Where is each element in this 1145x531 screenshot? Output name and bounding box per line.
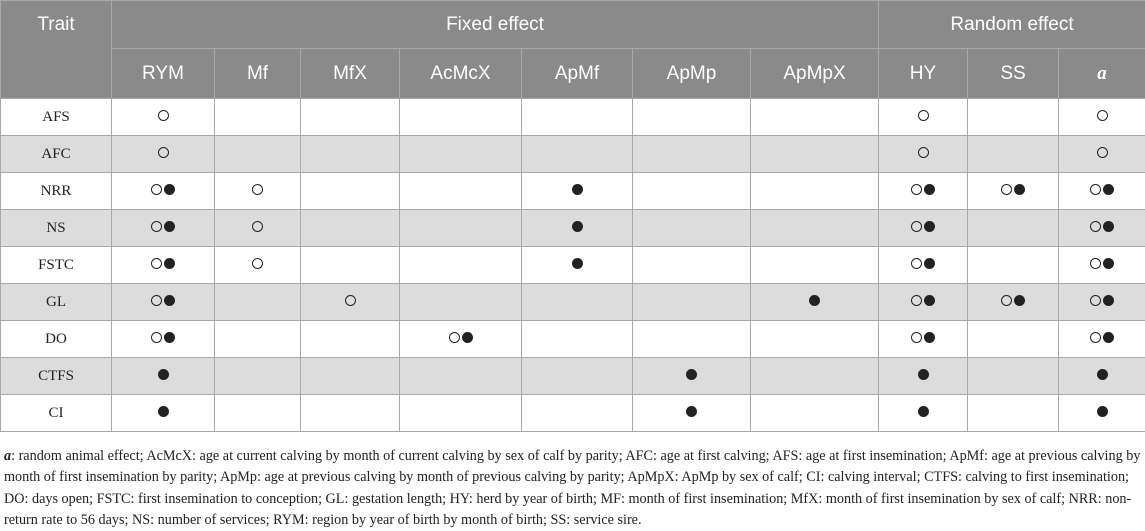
effect-marker: [918, 406, 929, 417]
open-circle-icon: [151, 184, 162, 195]
effect-cell: [968, 99, 1059, 136]
effect-marker: [158, 110, 169, 121]
effect-cell: [879, 173, 968, 210]
open-circle-icon: [252, 258, 263, 269]
table-row: [1, 247, 1145, 284]
filled-circle-icon: [1097, 406, 1108, 417]
effect-marker: [1090, 295, 1114, 306]
effect-cell: [968, 321, 1059, 358]
open-circle-icon: [911, 332, 922, 343]
effect-marker: [151, 332, 175, 343]
open-circle-icon: [1001, 295, 1012, 306]
trait-cell: CTFS: [1, 358, 112, 395]
filled-circle-icon: [918, 406, 929, 417]
open-circle-icon: [449, 332, 460, 343]
effect-cell: [301, 99, 400, 136]
effect-cell: [968, 247, 1059, 284]
open-circle-icon: [1090, 258, 1101, 269]
filled-circle-icon: [164, 184, 175, 195]
effect-marker: [686, 369, 697, 380]
effect-cell: [633, 395, 751, 432]
effect-cell: [751, 99, 879, 136]
effect-cell: [522, 136, 633, 173]
open-circle-icon: [1090, 184, 1101, 195]
effect-cell: [400, 284, 522, 321]
filled-circle-icon: [1103, 332, 1114, 343]
effect-cell: [301, 358, 400, 395]
filled-circle-icon: [918, 369, 929, 380]
table-row: [1, 321, 1145, 358]
effect-marker: [918, 147, 929, 158]
effect-marker: [151, 221, 175, 232]
open-circle-icon: [151, 332, 162, 343]
trait-cell: FSTC: [1, 247, 112, 284]
effect-cell: [751, 210, 879, 247]
effect-marker: [1097, 369, 1108, 380]
filled-circle-icon: [1097, 369, 1108, 380]
header-random-effect: Random effect: [879, 1, 1145, 49]
effect-marker: [1097, 406, 1108, 417]
effect-marker: [1097, 147, 1108, 158]
effect-cell: [112, 247, 215, 284]
filled-circle-icon: [158, 369, 169, 380]
filled-circle-icon: [1103, 221, 1114, 232]
open-circle-icon: [918, 110, 929, 121]
effect-marker: [918, 110, 929, 121]
effect-marker: [252, 221, 263, 232]
effect-cell: [879, 247, 968, 284]
effect-marker: [158, 147, 169, 158]
col-header-mf: Mf: [215, 49, 301, 99]
effect-marker: [911, 258, 935, 269]
effect-marker: [572, 221, 583, 232]
effect-cell: [112, 358, 215, 395]
filled-circle-icon: [924, 332, 935, 343]
effect-cell: [1059, 284, 1145, 321]
effect-cell: [215, 395, 301, 432]
open-circle-icon: [911, 295, 922, 306]
effect-cell: [522, 395, 633, 432]
filled-circle-icon: [686, 406, 697, 417]
filled-circle-icon: [1014, 295, 1025, 306]
effect-cell: [301, 321, 400, 358]
col-header-apmp: ApMp: [633, 49, 751, 99]
filled-circle-icon: [1014, 184, 1025, 195]
effect-cell: [301, 395, 400, 432]
effect-marker: [252, 184, 263, 195]
trait-cell: NS: [1, 210, 112, 247]
trait-cell: AFS: [1, 99, 112, 136]
effect-marker: [1001, 295, 1025, 306]
open-circle-icon: [1097, 147, 1108, 158]
effect-marker: [911, 184, 935, 195]
effect-cell: [633, 136, 751, 173]
effect-cell: [968, 136, 1059, 173]
effect-marker: [1097, 110, 1108, 121]
effect-cell: [522, 247, 633, 284]
effect-cell: [879, 136, 968, 173]
effect-cell: [301, 247, 400, 284]
filled-circle-icon: [686, 369, 697, 380]
filled-circle-icon: [1103, 184, 1114, 195]
effect-cell: [215, 284, 301, 321]
filled-circle-icon: [572, 184, 583, 195]
effect-cell: [879, 395, 968, 432]
effect-cell: [751, 321, 879, 358]
col-header-acmcx: AcMcX: [400, 49, 522, 99]
effect-marker: [572, 258, 583, 269]
effect-cell: [633, 284, 751, 321]
open-circle-icon: [158, 110, 169, 121]
filled-circle-icon: [572, 221, 583, 232]
effect-cell: [215, 321, 301, 358]
effect-cell: [968, 173, 1059, 210]
footnote: [4, 446, 1142, 531]
effect-cell: [968, 358, 1059, 395]
effect-cell: [633, 99, 751, 136]
effect-marker: [151, 258, 175, 269]
effect-cell: [522, 99, 633, 136]
effect-cell: [112, 99, 215, 136]
trait-cell: DO: [1, 321, 112, 358]
effect-cell: [400, 210, 522, 247]
trait-cell: NRR: [1, 173, 112, 210]
filled-circle-icon: [158, 406, 169, 417]
effect-cell: [522, 321, 633, 358]
table-row: [1, 173, 1145, 210]
effect-cell: [633, 321, 751, 358]
effect-marker: [572, 184, 583, 195]
effect-cell: [400, 136, 522, 173]
effect-marker: [918, 369, 929, 380]
open-circle-icon: [1097, 110, 1108, 121]
effect-cell: [633, 358, 751, 395]
effect-cell: [1059, 247, 1145, 284]
effect-cell: [112, 284, 215, 321]
col-header-a: a: [1059, 49, 1145, 99]
effect-cell: [215, 99, 301, 136]
filled-circle-icon: [1103, 295, 1114, 306]
effect-cell: [879, 321, 968, 358]
effect-cell: [400, 358, 522, 395]
effect-cell: [1059, 395, 1145, 432]
effect-cell: [1059, 210, 1145, 247]
effect-cell: [112, 173, 215, 210]
effect-cell: [215, 173, 301, 210]
table-row: [1, 284, 1145, 321]
open-circle-icon: [1001, 184, 1012, 195]
trait-cell: GL: [1, 284, 112, 321]
effect-marker: [158, 406, 169, 417]
effect-marker: [345, 295, 356, 306]
filled-circle-icon: [164, 295, 175, 306]
effect-cell: [215, 358, 301, 395]
open-circle-icon: [918, 147, 929, 158]
effect-cell: [633, 173, 751, 210]
effect-cell: [215, 136, 301, 173]
effect-cell: [751, 358, 879, 395]
filled-circle-icon: [572, 258, 583, 269]
open-circle-icon: [911, 258, 922, 269]
effect-cell: [400, 99, 522, 136]
effect-cell: [633, 247, 751, 284]
col-header-apmpx: ApMpX: [751, 49, 879, 99]
effect-cell: [968, 210, 1059, 247]
effect-cell: [112, 395, 215, 432]
open-circle-icon: [911, 221, 922, 232]
open-circle-icon: [345, 295, 356, 306]
filled-circle-icon: [924, 221, 935, 232]
effect-marker: [809, 295, 820, 306]
filled-circle-icon: [164, 332, 175, 343]
effect-cell: [400, 173, 522, 210]
table-row: [1, 99, 1145, 136]
header-trait: Trait: [1, 1, 112, 99]
filled-circle-icon: [924, 258, 935, 269]
effect-cell: [879, 99, 968, 136]
effect-cell: [522, 173, 633, 210]
effect-cell: [400, 247, 522, 284]
effect-marker: [1090, 221, 1114, 232]
effect-cell: [1059, 358, 1145, 395]
effect-marker: [1090, 332, 1114, 343]
effect-cell: [751, 395, 879, 432]
col-header-hy: HY: [879, 49, 968, 99]
open-circle-icon: [151, 258, 162, 269]
effect-cell: [879, 284, 968, 321]
effect-cell: [968, 395, 1059, 432]
footnote-text: : random animal effect; AcMcX: age at current calving by month of current calving by sex of calf by parity; AFC: age at first calving; AFS: age at first insemination; ApMf: age at previous calving by month of first insemination by parity; ApMp: age at previous calving by month of previous calving by parity; ApMpX: ApMp by sex of calf; CI: calving interval; CTFS: calving to first insemination; DO: days open; FSTC: first insemination to conception; GL: gestation length; HY: herd by year of birth; MF: month of first insemination; MfX: month of first insemination by sex of calf; NRR: non-return rate to 56 days; NS: number of services; RYM: region by year of birth by month of birth; SS: service sire.: [4, 448, 1140, 528]
effect-cell: [1059, 173, 1145, 210]
table-row: [1, 210, 1145, 247]
effect-cell: [522, 210, 633, 247]
effect-cell: [751, 136, 879, 173]
effect-marker: [686, 406, 697, 417]
effect-cell: [301, 136, 400, 173]
effect-cell: [751, 247, 879, 284]
filled-circle-icon: [924, 184, 935, 195]
open-circle-icon: [1090, 295, 1101, 306]
effect-cell: [400, 395, 522, 432]
trait-cell: AFC: [1, 136, 112, 173]
open-circle-icon: [1090, 332, 1101, 343]
col-header-apmf: ApMf: [522, 49, 633, 99]
effect-cell: [301, 173, 400, 210]
effect-cell: [1059, 99, 1145, 136]
filled-circle-icon: [462, 332, 473, 343]
open-circle-icon: [1090, 221, 1101, 232]
header-fixed-effect: Fixed effect: [112, 1, 879, 49]
effect-marker: [911, 295, 935, 306]
effect-cell: [301, 284, 400, 321]
effect-cell: [215, 210, 301, 247]
filled-circle-icon: [809, 295, 820, 306]
col-header-rym: RYM: [112, 49, 215, 99]
effect-marker: [1090, 184, 1114, 195]
filled-circle-icon: [164, 221, 175, 232]
effect-cell: [301, 210, 400, 247]
effect-cell: [400, 321, 522, 358]
table-row: [1, 395, 1145, 432]
effect-cell: [1059, 321, 1145, 358]
col-header-mfx: MfX: [301, 49, 400, 99]
effect-marker: [158, 369, 169, 380]
effect-cell: [751, 284, 879, 321]
effect-cell: [968, 284, 1059, 321]
col-header-ss: SS: [968, 49, 1059, 99]
effect-cell: [633, 210, 751, 247]
effect-cell: [112, 210, 215, 247]
open-circle-icon: [151, 221, 162, 232]
effect-cell: [879, 358, 968, 395]
open-circle-icon: [151, 295, 162, 306]
effect-marker: [151, 295, 175, 306]
effect-marker: [911, 221, 935, 232]
effect-marker: [151, 184, 175, 195]
filled-circle-icon: [924, 295, 935, 306]
effect-cell: [522, 358, 633, 395]
effect-marker: [449, 332, 473, 343]
effect-cell: [112, 321, 215, 358]
open-circle-icon: [252, 184, 263, 195]
open-circle-icon: [252, 221, 263, 232]
effect-marker: [252, 258, 263, 269]
effect-marker: [1090, 258, 1114, 269]
filled-circle-icon: [164, 258, 175, 269]
effect-marker: [911, 332, 935, 343]
table-row: [1, 358, 1145, 395]
filled-circle-icon: [1103, 258, 1114, 269]
table-body: [1, 99, 1145, 432]
effect-cell: [522, 284, 633, 321]
trait-cell: CI: [1, 395, 112, 432]
table-row: [1, 136, 1145, 173]
effect-marker: [1001, 184, 1025, 195]
open-circle-icon: [158, 147, 169, 158]
effect-cell: [1059, 136, 1145, 173]
effect-cell: [879, 210, 968, 247]
footnote-key: a: [4, 448, 11, 464]
open-circle-icon: [911, 184, 922, 195]
effect-cell: [112, 136, 215, 173]
effect-cell: [215, 247, 301, 284]
effect-cell: [751, 173, 879, 210]
